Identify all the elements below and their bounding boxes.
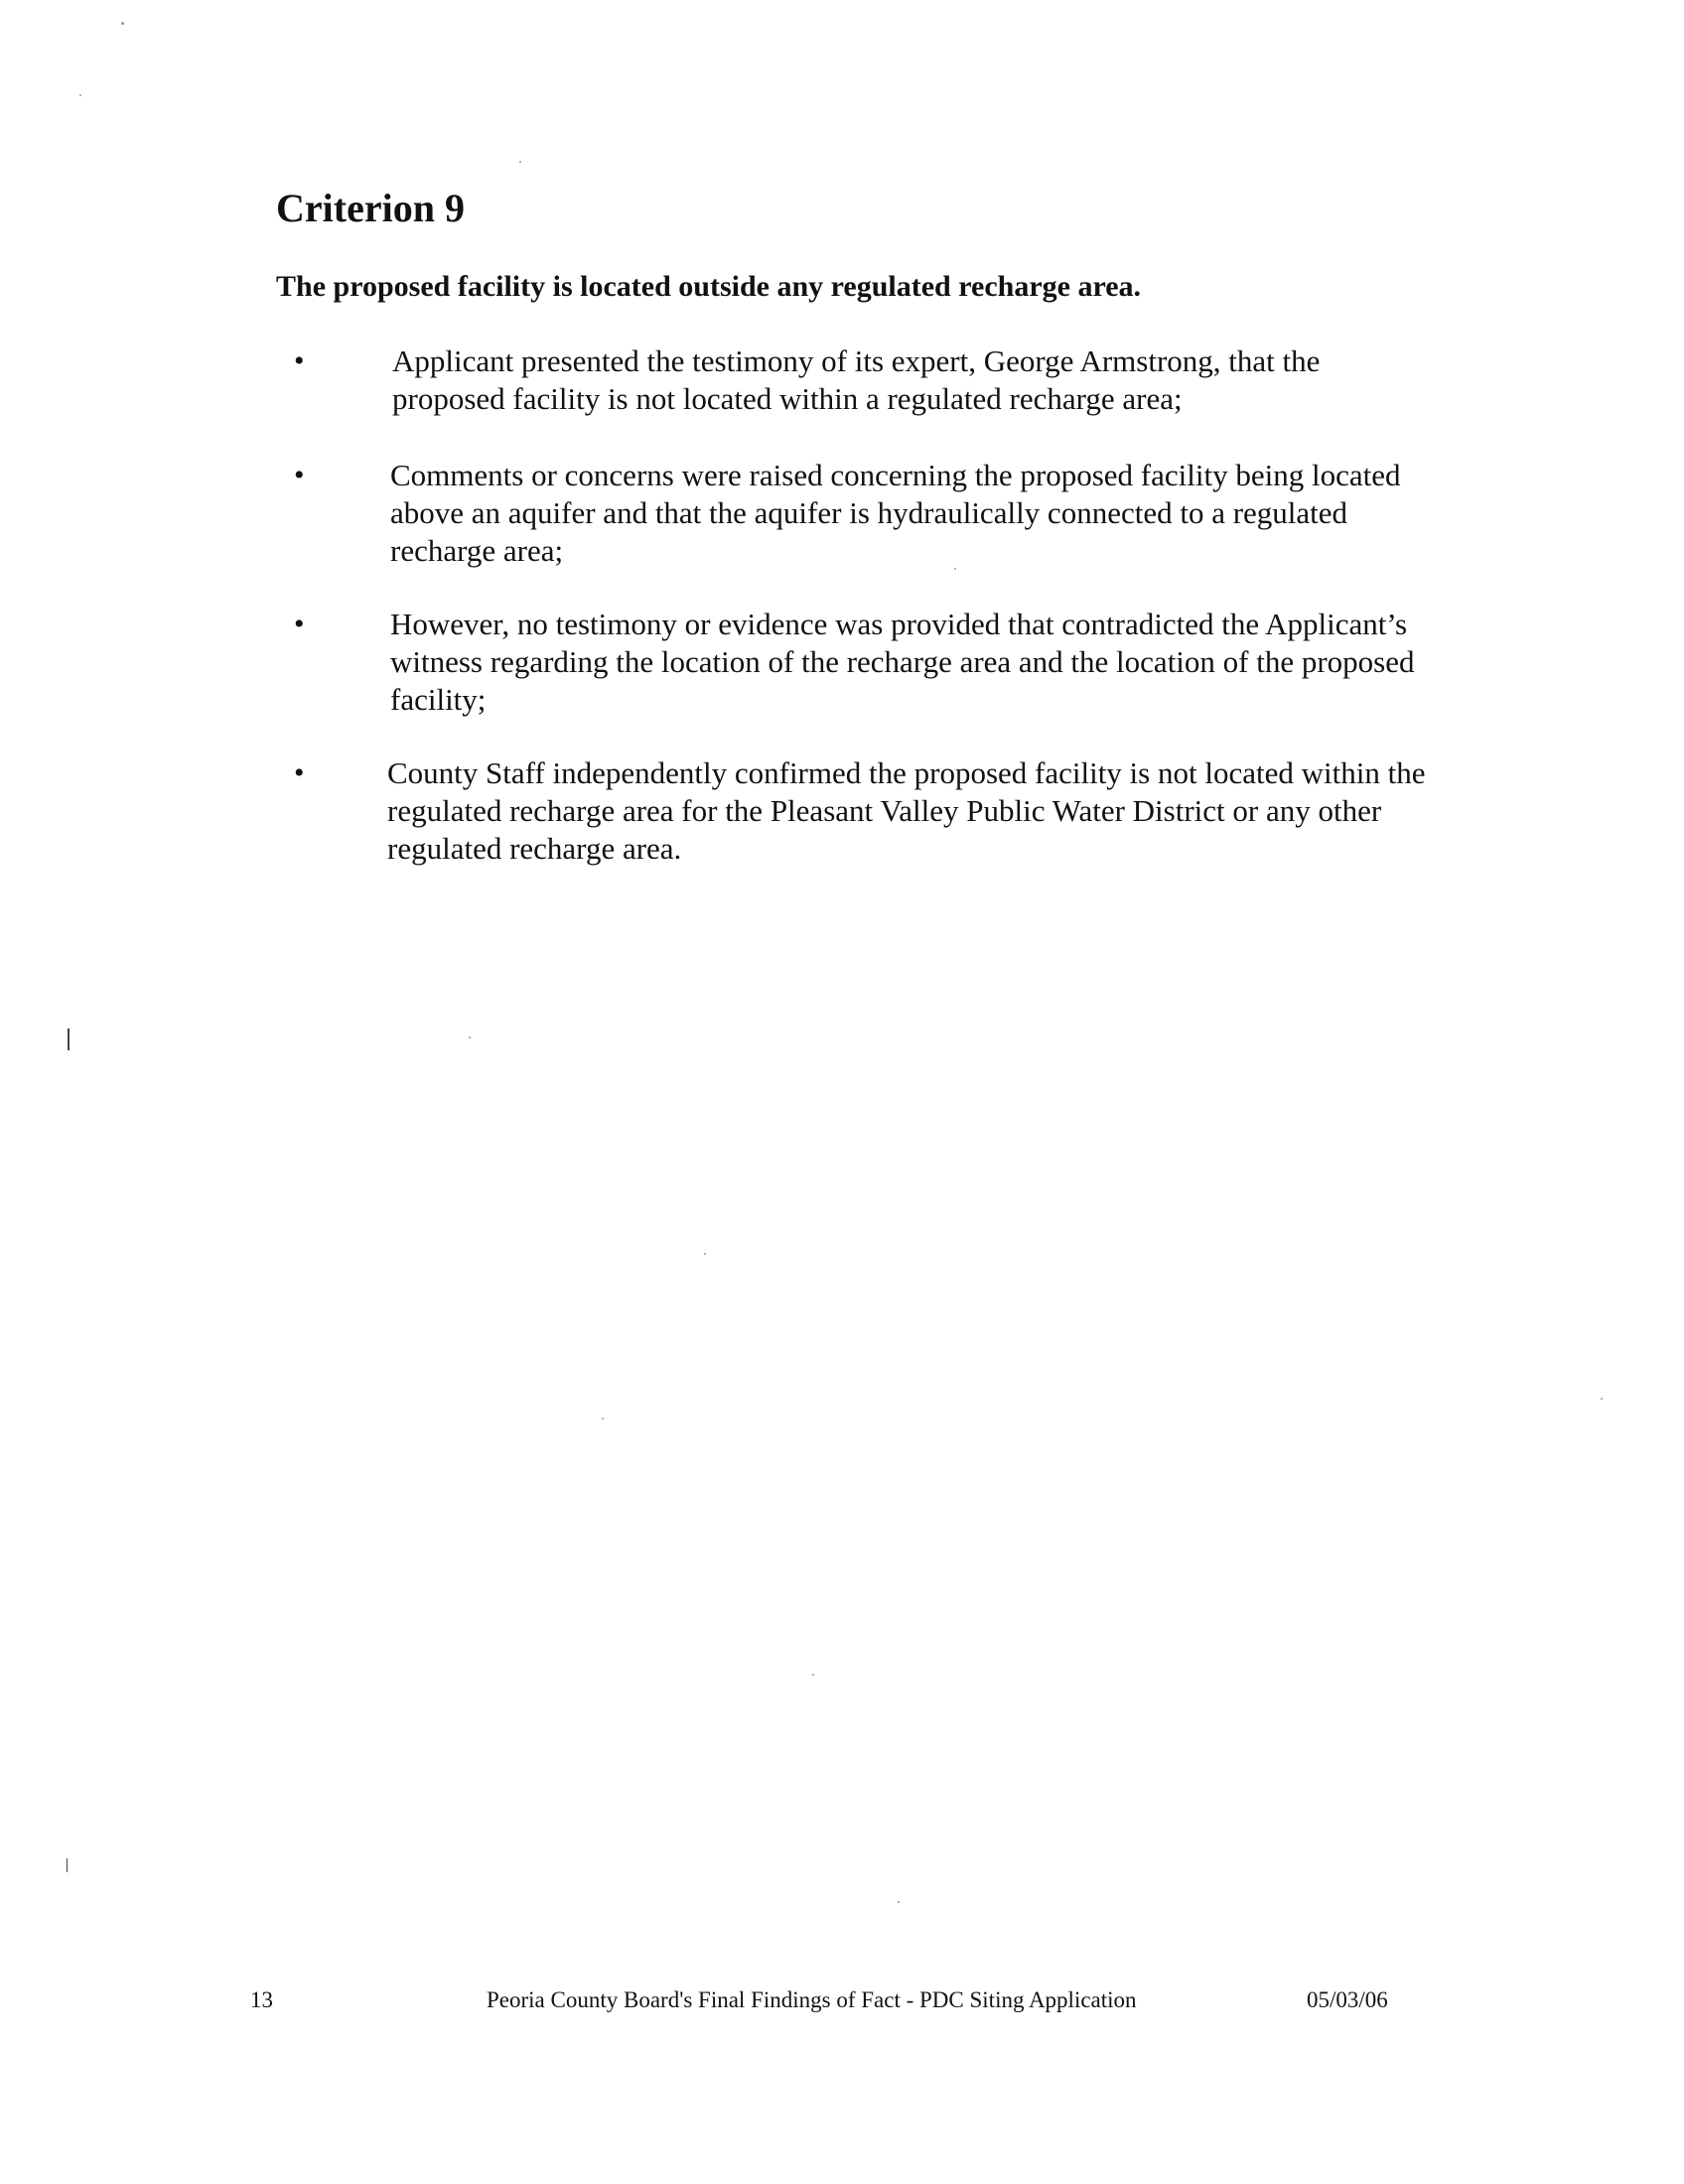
bullet-icon: • [294, 756, 305, 789]
scan-speck [121, 22, 124, 25]
criterion-statement: The proposed facility is located outside any regulated recharge area. [276, 270, 1142, 303]
scan-speck [602, 1418, 604, 1420]
scan-speck [704, 1253, 706, 1255]
bullet-icon: • [294, 344, 305, 377]
list-item-text: However, no testimony or evidence was provided that contradicted the Applicant’s witness regarding the location of the recharge area and the location of the proposed facility; [390, 607, 1415, 717]
scan-speck [812, 1674, 814, 1676]
scan-mark [67, 1858, 70, 1872]
scan-speck [79, 94, 81, 96]
footer-page-number: 13 [250, 1987, 273, 2012]
scan-speck [1601, 1398, 1603, 1400]
scan-speck [469, 1036, 471, 1038]
footer-date: 05/03/06 [1307, 1987, 1388, 2012]
scan-speck [898, 1901, 900, 1903]
bullet-icon: • [294, 459, 305, 491]
list-item-text: Applicant presented the testimony of its expert, George Armstrong, that the proposed facility is not located within a regulated recharge area; [392, 343, 1321, 416]
list-item-text: Comments or concerns were raised concerning the proposed facility being located above an aquifer and that the aquifer is hydraulically connected to a regulated recharge area; [390, 458, 1401, 568]
scan-speck [519, 161, 521, 163]
scan-speck [954, 568, 956, 570]
scan-mark [68, 1028, 72, 1050]
bullet-icon: • [294, 608, 305, 640]
page-heading: Criterion 9 [276, 186, 465, 230]
list-item-text: County Staff independently confirmed the proposed facility is not located within the regulated recharge area for the Pleasant Valley Public Water District or any other regulated recharge area. [387, 755, 1426, 866]
footer-title: Peoria County Board's Final Findings of Fact - PDC Siting Application [487, 1987, 1137, 2012]
